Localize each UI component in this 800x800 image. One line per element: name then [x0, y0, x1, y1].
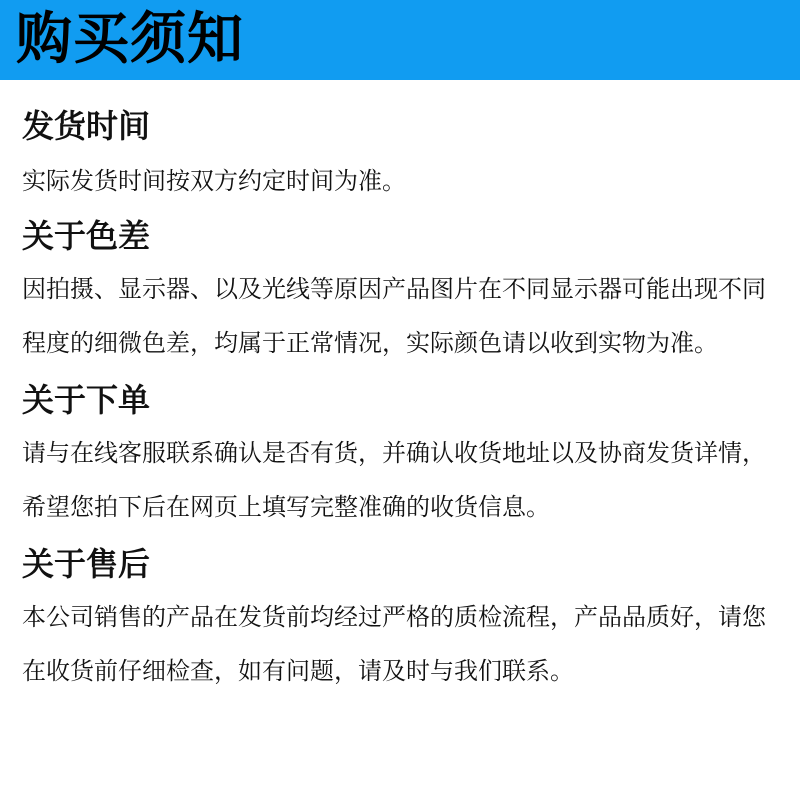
header-banner — [0, 0, 800, 80]
section-heading-shipping-time: 发货时间 — [22, 107, 151, 145]
section-body-after-sales: 本公司销售的产品在发货前均经过严格的质检流程，产品品质好，请您在收货前仔细检查，如有问题，请及时与我们联系。 — [22, 603, 766, 685]
section-heading-color-difference: 关于色差 — [22, 217, 151, 255]
section-after-sales — [22, 538, 782, 698]
notice-content — [22, 100, 782, 698]
section-body-ordering: 请与在线客服联系确认是否有货，并确认收货地址以及协商发货详情，希望您拍下后在网页上填写完整准确的收货信息。 — [22, 439, 766, 521]
section-body-color-difference: 因拍摄、显示器、以及光线等原因产品图片在不同显示器可能出现不同程度的细微色差，均属于正常情况，实际颜色请以收到实物为准。 — [22, 275, 766, 357]
section-heading-ordering: 关于下单 — [22, 381, 151, 419]
section-color-difference — [22, 210, 782, 370]
page-title: 购买须知 — [16, 7, 244, 72]
section-body-shipping-time: 实际发货时间按双方约定时间为准。 — [22, 167, 406, 195]
section-ordering — [22, 374, 782, 534]
section-heading-after-sales: 关于售后 — [22, 545, 151, 583]
section-shipping-time — [22, 100, 782, 208]
